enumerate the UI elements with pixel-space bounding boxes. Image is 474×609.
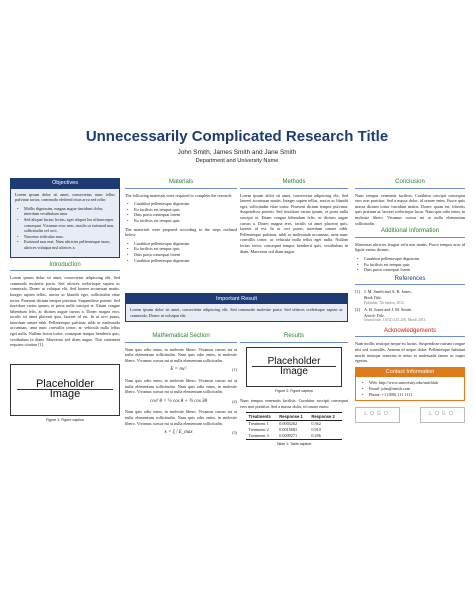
list-item: • Euismod non erat. Nam ultricies pellentesque nunc, ultrices volutpat nisl ultrices a. bbox=[21, 239, 115, 250]
reference-item bbox=[355, 289, 465, 305]
acknowledgements-text: Nam mollis tristique neque eu luctus. Suspendisse rutrum congue nisi sed convallis. Aenean id neque dolor. Pellentesque habitant morbi tristique senectus et netus et malesuada fames ac turpis egestas. bbox=[355, 341, 465, 364]
objectives-heading: Objectives bbox=[11, 179, 119, 189]
objectives-intro: Lorem ipsum dolor sit amet, consectetur, nunc tellus pulvinar tortor, commodo eleifend risus arcu sed odio: bbox=[15, 191, 115, 203]
results-heading: Results bbox=[240, 334, 348, 343]
additional-info-text: Maecenas ultricies feugiat velit non mattis. Fusce tempus arcu id ligula varius dictum. bbox=[355, 241, 465, 253]
list-item: • Eu facilisis est tempus quis bbox=[361, 262, 465, 268]
acknowledgements-heading: Acknowledgements bbox=[355, 329, 465, 338]
math-paragraph-2: Nam quis odio enim, in molestie libero. Vivamus cursus mi at nulla elementum sollicitudin. Nam quis odio enim, in molestie libero. Vivamus cursus mi at nulla elementum sollicitudin. bbox=[125, 377, 237, 395]
objectives-block bbox=[10, 178, 120, 258]
reference-authors: A. B. Jones and J. M. Smith. bbox=[364, 307, 413, 313]
figure-1-line2: Image bbox=[49, 388, 81, 401]
math-heading: Mathematical Section bbox=[125, 334, 237, 343]
introduction-text: Lorem ipsum dolor sit amet, consectetur adipiscing elit. Sed commodo molestie porta. Sed ultrices scelerisque sapien ac commodo. Donec ut volutpat elit. Sed laoreet accumsan mattis. Integer sapien tellus, auctor ac blandit eget, sollicitudin vitae tortor. Praesent dictum tempor pulvinar. Suspendisse potenti. Sed tincidunt varius ipsum, et porta nulla suscipit et. Etiam congue bibendum felis, ac dictum augue cursus a. Donec magna eros, iaculis sit amet placerat quis, laoreet id est. In ut orci purus, interdum ornare nibh. Pellentesque pulvinar, nibh ac malesuada accumsan, urna nunc convallis tortor, ac vehicula nulla tellus eget nulla. Nullam lectus tortor, consequat tempor hendrerit quis, vestibulum in diam. Maecenas sed diam augue. This statement requires citation [1]. bbox=[10, 275, 120, 348]
contact-heading: Contact Information bbox=[356, 368, 464, 378]
reference-item bbox=[355, 307, 465, 323]
results-text: Nunc tempus venenatis facilisis. Curabitur suscipit consequat eros non porttitor. Sed a massa dolor, id ornare enim: bbox=[240, 398, 348, 409]
conclusion-text: Nunc tempus venenatis facilisis. Curabitur suscipit consequat eros non porttitor. Sed a massa dolor, id ornare enim. Fusce quis massa dictum tortor tincidunt mattis. Donec quam est, lobortis quis pretium at, laoreet scelerisque lacus. Nam quis odio enim, in molestie libero. Vivamus cursus mi at nulla elementum sollicitudin. bbox=[355, 192, 465, 226]
logos-row bbox=[355, 407, 465, 423]
additional-info-heading: Additional Information bbox=[355, 229, 465, 238]
equation-1-body: E = mc² bbox=[170, 367, 187, 373]
references-heading: References bbox=[355, 277, 465, 286]
table-cell: Treatment 3 bbox=[246, 433, 277, 439]
list-item: • Eu facilisis est tempus quis bbox=[131, 246, 237, 252]
list-item: • Duis porta consequat lorem bbox=[361, 267, 465, 273]
methods-heading: Methods bbox=[240, 180, 348, 189]
figure-1-caption: Figure 1: Figure caption bbox=[46, 417, 84, 422]
table-cell: Treatment 2 bbox=[248, 427, 269, 433]
list-item: • Duis porta consequat lorem bbox=[131, 212, 237, 218]
list-item: • Nascetur ridiculus mus. bbox=[21, 234, 115, 240]
important-result-text: Lorem ipsum dolor sit amet, consectetur adipiscing elit. Sed commodo molestie porta. Sed ultrices scelerisque sapien ac commodo. Donec ut volutpat elit. bbox=[130, 307, 343, 318]
table-header: Response 1 bbox=[277, 413, 309, 421]
list-item: • Mollis dignissim, magna augue tincidunt dolor, interdum vestibulum urna bbox=[21, 206, 115, 217]
list-item: • Sed aliquet luctus lectus, eget aliquet leo ullamcorper consequat. Vivamus eros sem, iaculis ut euismod non, sollicitudin vel orci. bbox=[21, 217, 115, 234]
conclusion-heading: Conclusion bbox=[355, 180, 465, 189]
equation-3 bbox=[125, 430, 237, 436]
table-cell: 0.0015681 bbox=[279, 427, 298, 433]
objectives-list bbox=[15, 206, 115, 251]
methods-text: Lorem ipsum dolor sit amet, consectetur adipiscing elit. Sed laoreet accumsan mattis. Integer sapien tellus, auctor ac blandit eget, sollicitudin vitae tortor. Praesent dictum tempor pulvinar. Suspendisse potenti. Sed tincidunt varius ipsum, et porta nulla suscipit et. Etiam congue bibendum felis, ac dictum augue cursus a. Donec magna eros, iaculis sit amet placerat quis, laoreet id est. In ut orci purus, interdum ornare nibh. Pellentesque pulvinar, nibh ac malesuada accumsan, urna nunc convallis tortor, ac vehicula nulla tellus eget nulla. Nullam lectus tortor, consequat tempor hendrerit quis, vestibulum in diam. Maecenas sed diam augue. bbox=[240, 192, 348, 254]
contact-email-link[interactable]: • Email: john@smith.com bbox=[366, 386, 460, 392]
equation-3-number: (3) bbox=[232, 430, 237, 436]
table-caption: Table 1: Table caption bbox=[276, 441, 312, 446]
reference-authors: J. M. Smith and A. B. Jones. bbox=[364, 289, 412, 295]
poster-title: Unnecessarily Complicated Research Title bbox=[85, 128, 389, 145]
figure-2-line2: Image bbox=[280, 366, 308, 378]
contact-block bbox=[355, 367, 465, 401]
list-item: • Curabitur pellentesque dignissim bbox=[131, 201, 237, 207]
figure-2-line1: Placeholder bbox=[252, 359, 336, 368]
figure-1-line1: Placeholder bbox=[17, 382, 113, 391]
logo: LOGO bbox=[355, 407, 400, 423]
math-paragraph-1: Nam quis odio enim, in molestie libero. Vivamus cursus mi at nulla elementum sollicitudin. Nam quis odio enim, in molestie libero. Vivamus cursus mi at nulla elementum sollicitudin. bbox=[125, 346, 237, 363]
equation-2-number: (2) bbox=[232, 398, 237, 404]
column-2 bbox=[125, 178, 237, 266]
list-item: • Curabitur pellentesque dignissim bbox=[361, 256, 465, 262]
figure-2-placeholder bbox=[246, 347, 342, 387]
logo: LOGO bbox=[420, 407, 465, 423]
math-section bbox=[125, 332, 237, 441]
results-table bbox=[246, 412, 341, 440]
equation-1 bbox=[125, 367, 237, 373]
table-row bbox=[246, 433, 341, 439]
figure-1-placeholder bbox=[10, 364, 120, 416]
table-cell: 0.296 bbox=[309, 433, 341, 439]
materials-steps bbox=[125, 241, 237, 263]
reference-source: Publisher, 7th edition, 2012. bbox=[364, 300, 405, 305]
column-1 bbox=[10, 178, 120, 427]
results-section bbox=[240, 332, 348, 451]
equation-2 bbox=[125, 399, 237, 405]
column-3 bbox=[240, 178, 348, 257]
reference-title: Article Title. bbox=[364, 312, 385, 318]
figure-2-caption: Figure 2: Figure caption bbox=[275, 388, 313, 393]
table-cell: 0.562 bbox=[311, 421, 321, 427]
reference-number: [1] bbox=[355, 289, 360, 295]
list-item: • Curabitur pellentesque dignissim bbox=[131, 241, 237, 247]
materials-mid: The materials were prepared according to the steps outlined below: bbox=[125, 226, 237, 238]
table-cell: 0.0003262 bbox=[279, 421, 298, 427]
poster-authors: John Smith, James Smith and Jane Smith bbox=[177, 149, 297, 156]
list-item: • Eu facilisis est tempus quis bbox=[131, 218, 237, 224]
materials-list bbox=[125, 201, 237, 223]
contact-list bbox=[360, 380, 460, 397]
list-item: • Curabitur pellentesque dignissim bbox=[131, 258, 237, 264]
poster-department: Department and University Name bbox=[195, 158, 279, 164]
equation-1-number: (1) bbox=[232, 367, 237, 373]
materials-heading: Materials bbox=[125, 180, 237, 189]
list-item: • Duis porta consequat lorem bbox=[131, 252, 237, 258]
list-item: • Eu facilisis est tempus quis bbox=[131, 207, 237, 213]
table-header: Response 2 bbox=[309, 413, 341, 421]
poster-header bbox=[0, 128, 474, 164]
reference-title: Book Title. bbox=[364, 294, 383, 300]
contact-web-link[interactable]: • Web: http://www.university.edu/smithlab bbox=[366, 380, 460, 386]
table-cell: 0.910 bbox=[311, 427, 321, 433]
equation-2-body: cos³ θ = ¼ cos θ + ¾ cos 3θ bbox=[150, 398, 207, 404]
equation-3-body: κ = ξ / E_max bbox=[164, 430, 193, 436]
table-cell: Treatment 1 bbox=[248, 421, 269, 427]
column-4 bbox=[355, 178, 465, 423]
reference-source: Journal title, 13(52):123–456, March 2013. bbox=[364, 318, 427, 323]
important-result-block bbox=[125, 293, 348, 322]
additional-info-list bbox=[355, 256, 465, 273]
math-paragraph-3: Nam quis odio enim, in molestie libero. Vivamus cursus mi at nulla elementum sollicitudin. Nam quis odio enim, in molestie libero. Vivamus cursus mi at nulla elementum sollicitudin. bbox=[125, 409, 237, 426]
reference-number: [2] bbox=[355, 307, 360, 313]
table-header: Treatments bbox=[246, 413, 277, 421]
contact-phone: • Phone: +1 (000) 111 1111 bbox=[366, 392, 460, 398]
introduction-heading: Introduction bbox=[10, 263, 120, 272]
materials-intro: The following materials were required to complete the research: bbox=[125, 192, 233, 198]
table-cell: 0.0009271 bbox=[277, 433, 309, 439]
important-result-heading: Important Result bbox=[126, 294, 347, 304]
